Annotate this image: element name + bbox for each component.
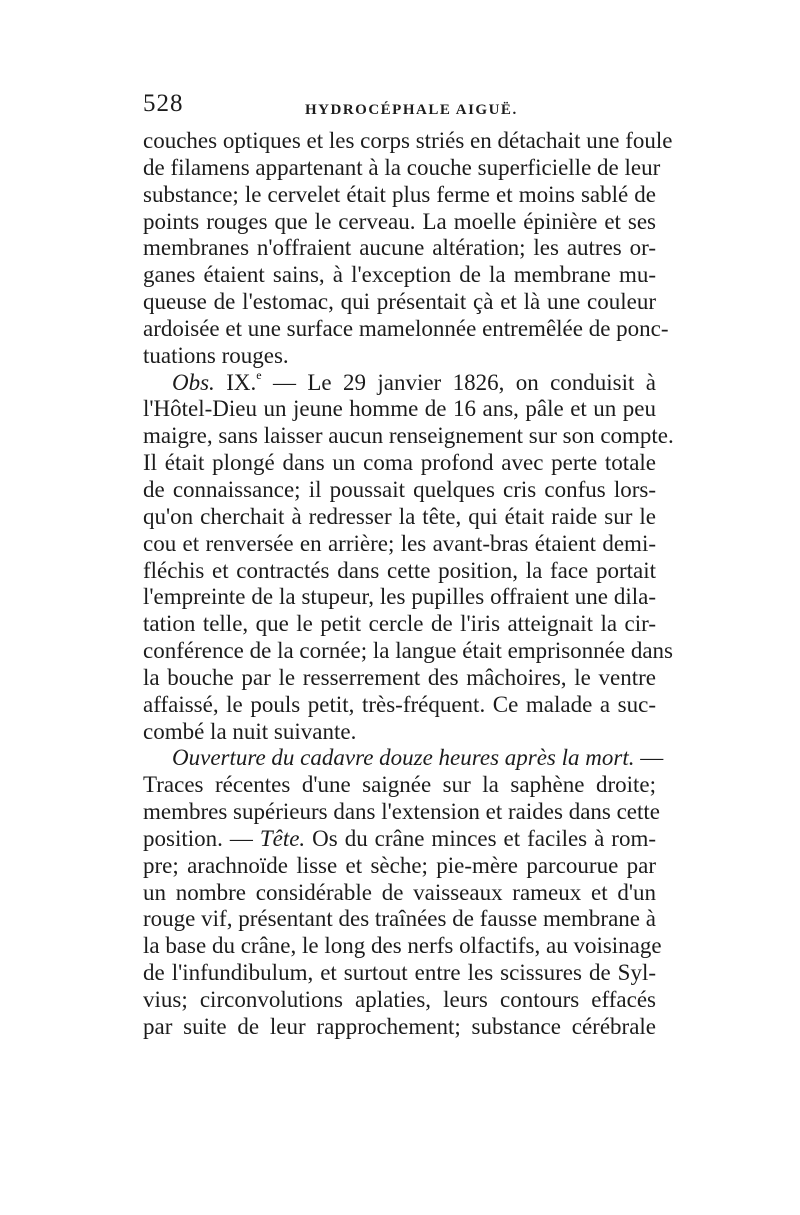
text-line: substance; le cervelet était plus ferme et moins sablé de — [143, 181, 656, 207]
text-line: vius; circonvolutions aplaties, leurs contours effacés — [143, 987, 656, 1012]
text-line: affaissé, le pouls petit, très-fréquent. Ce malade a suc- — [143, 691, 656, 717]
text-line: cou et renversée en arrière; les avant-bras étaient demi- — [143, 530, 656, 556]
text-line: ardoisée et une surface mamelonnée entremêlée de ponc- — [143, 315, 669, 341]
autopsy-heading-line — [143, 745, 664, 772]
text-line: queuse de l'estomac, qui présentait çà et là une couleur — [143, 289, 656, 315]
page-number: 528 — [143, 90, 184, 117]
line-prefix: position. — — [143, 825, 260, 851]
text-line: maigre, sans laisser aucun renseignement sur son compte. — [143, 423, 674, 449]
text-line: fléchis et contractés dans cette position, la face portait — [143, 557, 656, 583]
text-line: points rouges que le cerveau. La moelle épinière et ses — [143, 208, 656, 234]
text-line: membres supérieurs dans l'extension et raides dans cette — [143, 799, 661, 825]
text-line: un nombre considérable de vaisseaux rameux et d'un — [143, 879, 656, 905]
autopsy-heading-dash: — — [634, 745, 664, 771]
observation-label: Obs. — [172, 369, 215, 395]
text-line: de l'infundibulum, et surtout entre les scissures de Syl- — [143, 960, 656, 986]
observation-text: — Le 29 janvier 1826, on conduisit à — [261, 369, 657, 395]
body-text — [143, 128, 674, 1041]
text-line: rouge vif, présentant des traînées de fausse membrane à — [143, 906, 656, 932]
text-line: l'empreinte de la stupeur, les pupilles offraient une dila- — [143, 584, 656, 610]
text-line: conférence de la cornée; la langue était emprisonnée dans — [143, 638, 674, 664]
text-line: pre; arachnoïde lisse et sèche; pie-mère parcourue par — [143, 852, 656, 878]
text-line: tuations rouges. — [143, 342, 289, 368]
line-rest: Os du crâne minces et faciles à rom- — [305, 825, 656, 851]
autopsy-heading: Ouverture du cadavre douze heures après la mort. — [172, 745, 635, 771]
text-line: la bouche par le resserrement des mâchoires, le ventre — [143, 664, 656, 690]
text-line: Il était plongé dans un coma profond avec perte totale — [143, 450, 656, 476]
observation-heading-line — [143, 367, 657, 397]
text-line: combé la nuit suivante. — [143, 718, 357, 744]
text-line: couches optiques et les corps striés en détachait une foule — [143, 128, 673, 153]
text-line: de filamens appartenant à la couche superficielle de leur — [143, 154, 661, 180]
text-line — [143, 826, 656, 853]
text-line: membranes n'offraient aucune altération; les autres or- — [143, 235, 656, 261]
section-label-tete: Tête. — [259, 825, 306, 851]
text-line: par suite de leur rapprochement; substance cérébrale — [143, 1013, 656, 1039]
text-line: ganes étaient sains, à l'exception de la membrane mu- — [143, 262, 656, 288]
text-line: Traces récentes d'une saignée sur la saphène droite; — [143, 772, 656, 798]
text-line: l'Hôtel-Dieu un jeune homme de 16 ans, pâle et un peu — [143, 396, 656, 422]
running-title: HYDROCÉPHALE AIGUË. — [305, 102, 518, 118]
observation-superscript: e — [256, 367, 262, 382]
text-line: tation telle, que le petit cercle de l'iris atteignait la cir- — [143, 611, 656, 637]
text-line: de connaissance; il poussait quelques cris confus lors- — [143, 476, 656, 502]
text-line: qu'on cherchait à redresser la tête, qui était raide sur le — [143, 503, 656, 529]
observation-number: IX. — [226, 369, 257, 395]
text-line: la base du crâne, le long des nerfs olfactifs, au voisinage — [143, 933, 662, 959]
